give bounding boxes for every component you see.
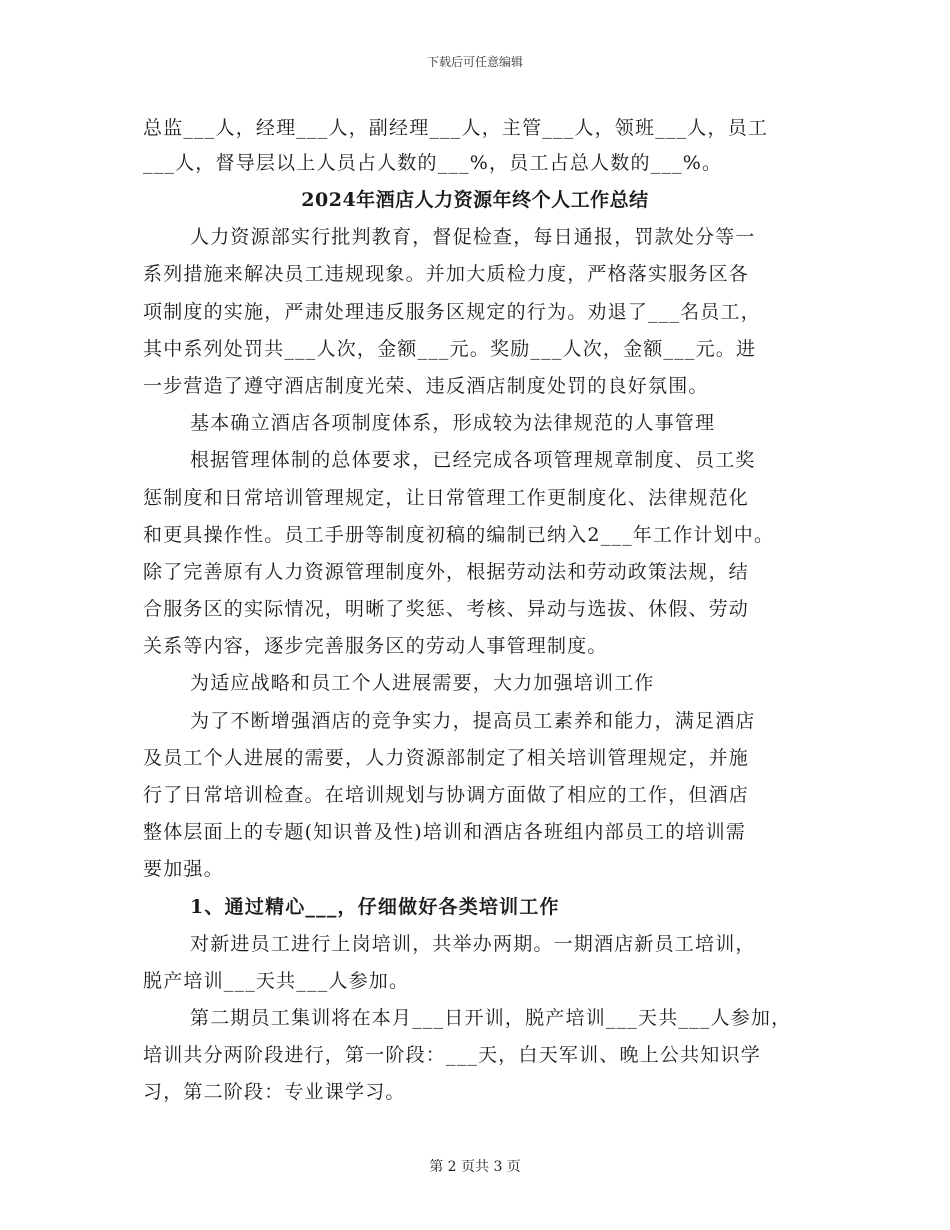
body-line: 及员工个人进展的需要，人力资源部制定了相关培训管理规定，并施 bbox=[143, 747, 750, 769]
body-line: 总监___人，经理___人，副经理___人，主管___人，领班___人，员工 bbox=[143, 117, 769, 139]
body-line: 为了不断增强酒店的竞争实力，提高员工素养和能力，满足酒店 bbox=[190, 710, 756, 732]
body-line: 项制度的实施，严肃处理违反服务区规定的行为。劝退了___名员工， bbox=[143, 301, 761, 323]
body-line: 要加强。 bbox=[143, 858, 224, 880]
section-heading: 基本确立酒店各项制度体系，形成较为法律规范的人事管理 bbox=[190, 412, 716, 434]
document-title: 2024年酒店人力资源年终个人工作总结 bbox=[301, 189, 649, 211]
body-line: 脱产培训___天共___人参加。 bbox=[143, 970, 410, 992]
body-line: 惩制度和日常培训管理规定，让日常管理工作更制度化、法律规范化 bbox=[143, 487, 750, 509]
section-heading: 为适应战略和员工个人进展需要，大力加强培训工作 bbox=[190, 672, 655, 694]
body-line: 根据管理体制的总体要求，已经完成各项管理规章制度、员工奖 bbox=[190, 449, 756, 471]
body-line: 培训共分两阶段进行，第一阶段：___天，白天军训、晚上公共知识学 bbox=[143, 1044, 761, 1066]
body-line: 对新进员工进行上岗培训，共举办两期。一期酒店新员工培训， bbox=[190, 933, 756, 955]
body-line: 整体层面上的专题(知识普及性)培训和酒店各班组内部员工的培训需 bbox=[143, 821, 747, 843]
body-line: 人力资源部实行批判教育，督促检查，每日通报，罚款处分等一 bbox=[190, 226, 756, 248]
body-line: 合服务区的实际情况，明晰了奖惩、考核、异动与选拔、休假、劳动 bbox=[143, 598, 750, 620]
body-line: 行了日常培训检查。在培训规划与协调方面做了相应的工作，但酒店 bbox=[143, 784, 750, 806]
body-line: 习，第二阶段：专业课学习。 bbox=[143, 1081, 406, 1103]
body-line: 和更具操作性。员工手册等制度初稿的编制已纳入2___年工作计划中。 bbox=[143, 524, 775, 546]
page-header: 下载后可任意编辑 bbox=[426, 55, 523, 69]
body-line: 其中系列处罚共___人次，金额___元。奖励___人次，金额___元。进 bbox=[143, 338, 757, 360]
body-line: 系列措施来解决员工违规现象。并加大质检力度，严格落实服务区各 bbox=[143, 263, 750, 285]
body-line: ___人，督导层以上人员占人数的___%，员工占总人数的___%。 bbox=[143, 152, 723, 174]
body-line: 第二期员工集训将在本月___日开训，脱产培训___天共___人参加， bbox=[190, 1007, 792, 1029]
body-line: 关系等内容，逐步完善服务区的劳动人事管理制度。 bbox=[143, 635, 608, 657]
body-line: 一步营造了遵守酒店制度光荣、违反酒店制度处罚的良好氛围。 bbox=[143, 375, 709, 397]
page-footer: 第 2 页共 3 页 bbox=[429, 1159, 521, 1175]
body-line: 除了完善原有人力资源管理制度外，根据劳动法和劳动政策法规，结 bbox=[143, 561, 750, 583]
section-heading-bold: 1、通过精心___，仔细做好各类培训工作 bbox=[190, 896, 560, 918]
